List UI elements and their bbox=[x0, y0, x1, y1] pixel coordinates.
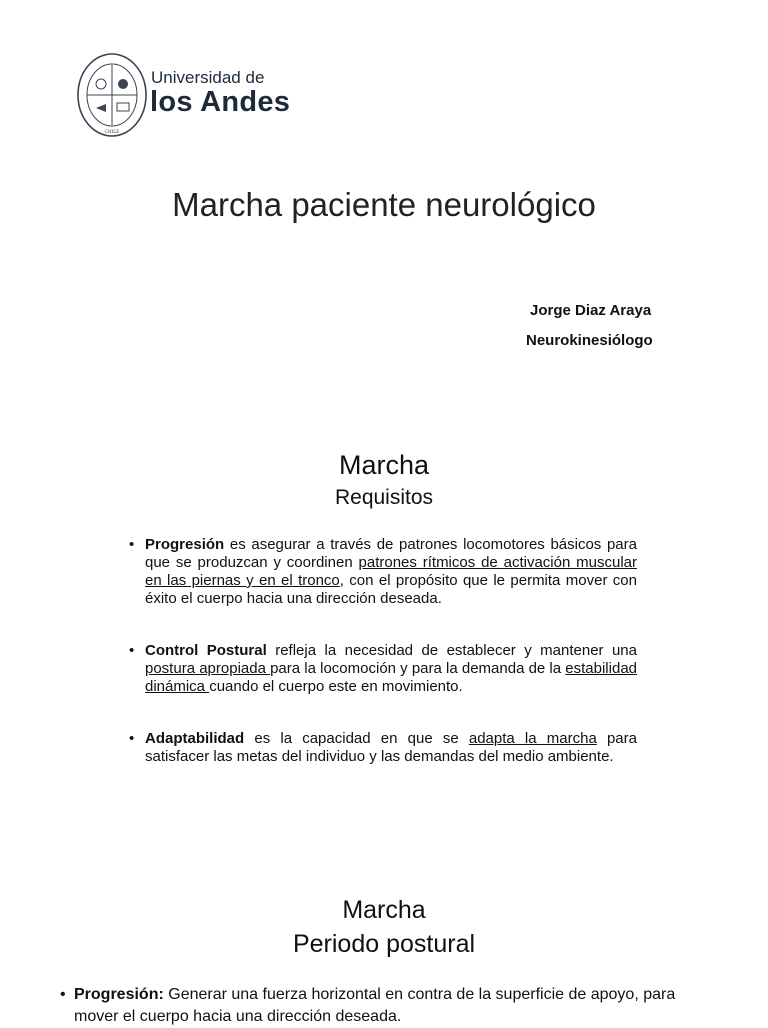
item-underlined-text: estabilidad dinámica bbox=[145, 660, 637, 695]
title-slide bbox=[0, 0, 768, 400]
item-term: Control Postural bbox=[145, 642, 267, 659]
slide-subheading: Periodo postural bbox=[292, 930, 476, 958]
slide-heading: Marcha bbox=[338, 450, 430, 480]
author-role: Neurokinesiólogo bbox=[526, 332, 653, 349]
university-name-big: los Andes bbox=[150, 86, 291, 118]
slide-heading: Marcha bbox=[342, 896, 426, 924]
item-text: cuando el cuerpo este en movimiento. bbox=[209, 678, 463, 695]
item-text: , con el propósito que le permita mover con éxito el cuerpo hacia una dirección deseada. bbox=[145, 572, 637, 607]
item-underlined-text: patrones rítmicos de activación muscular en las piernas y en el tronco bbox=[145, 554, 637, 589]
item-text: es la capacidad en que se bbox=[244, 730, 469, 747]
requisitos-slide bbox=[0, 420, 768, 860]
item-text: es asegurar a través de patrones locomotores básicos para que se produzcan y coordinen bbox=[145, 536, 637, 571]
item-text: para satisfacer las metas del individuo y las demandas del medio ambiente. bbox=[145, 730, 637, 765]
periodo-postural-slide bbox=[0, 880, 768, 1024]
page-title: Marcha paciente neurológico bbox=[172, 186, 596, 223]
requisitos-list bbox=[127, 536, 637, 800]
svg-text:CHILE: CHILE bbox=[104, 130, 120, 135]
list-item bbox=[58, 984, 714, 1028]
author-name: Jorge Diaz Araya bbox=[530, 302, 652, 319]
item-underlined-text: adapta la marcha bbox=[468, 730, 597, 747]
list-item bbox=[127, 730, 637, 766]
item-term: Adaptabilidad bbox=[145, 730, 245, 747]
item-underlined-text: postura apropiada bbox=[145, 660, 271, 677]
list-item bbox=[127, 536, 637, 608]
item-text: Generar una fuerza horizontal en contra de la superficie de apoyo, para mover el cuerpo hacia una dirección deseada. bbox=[74, 986, 676, 1025]
item-text: refleja la necesidad de establecer y mantener una bbox=[266, 642, 637, 659]
university-seal-icon bbox=[76, 52, 148, 138]
slide-subheading: Requisitos bbox=[334, 486, 434, 509]
item-text: para la locomoción y para la demanda de la bbox=[270, 660, 566, 677]
item-term: Progresión: bbox=[74, 986, 164, 1003]
list-item bbox=[127, 642, 637, 696]
item-term: Progresión bbox=[145, 536, 225, 553]
university-name-small: Universidad de bbox=[151, 68, 265, 87]
